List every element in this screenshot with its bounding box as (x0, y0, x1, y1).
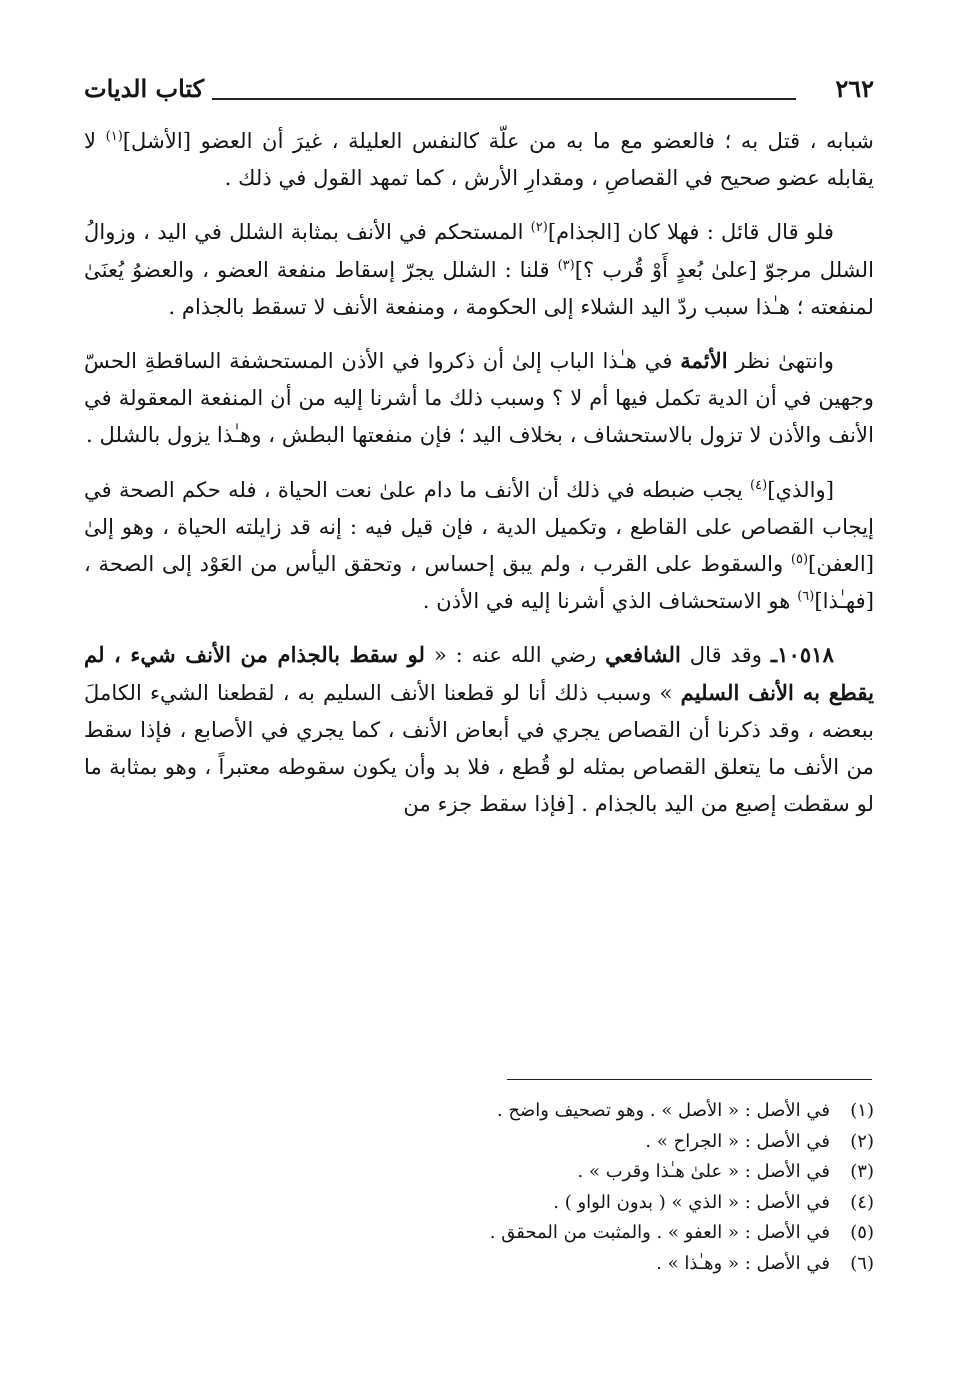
footnote-text: في الأصل : « علىٰ هـٰذا وقرب » . (577, 1161, 830, 1183)
paragraph (84, 213, 874, 325)
paragraph (84, 636, 874, 822)
footnote-ref: (٥) (790, 551, 809, 567)
footnote (84, 1157, 874, 1188)
footnote (84, 1249, 874, 1280)
running-title: كتاب الديات (84, 74, 205, 103)
bold-text: الأئمة (680, 348, 728, 374)
footnote-number: (٢) (850, 1130, 874, 1152)
text-run: [والذي] (767, 476, 834, 502)
text-run: لا يقابله عضو صحيح في القصاصِ ، ومقدارِ الأرش ، كما تمهد القول في ذلك . (84, 128, 874, 191)
footnote-ref: (٤) (750, 477, 768, 493)
page-header (84, 74, 874, 114)
footnote-text: في الأصل : « الجراح » . (645, 1130, 830, 1152)
text-run: شبابه ، قتل به ؛ فالعضو مع ما به من علّة كالنفس العليلة ، غيرَ أن العضو [الأشل] (122, 128, 874, 153)
footnote-number: (١) (850, 1100, 874, 1121)
footnote-number: (٣) (850, 1161, 874, 1183)
text-run: والسقوط على القرب ، ولم يبق إحساس ، وتحقق اليأس من العَوْد إلى الصحة ، [فهـٰذا] (84, 551, 874, 614)
footnote-rule (507, 1079, 872, 1080)
footnote-ref: (١) (105, 128, 123, 144)
paragraph (84, 122, 874, 196)
text-run: قلنا : الشلل يجرّ إسقاط منفعة العضو ، والعضوُ يُعنَىٰ لمنفعته ؛ هـٰذا سبب ردّ اليد الشلاء إلى الحكومة ، ومنفعة الأنف لا تسقط بالجذام . (84, 256, 874, 319)
footnote-text: في الأصل : « الذي » ( بدون الواو ) . (553, 1191, 830, 1213)
footnote-ref: (٢) (530, 220, 548, 236)
paragraph (84, 342, 874, 454)
bold-text: الشافعي (605, 642, 681, 668)
footnote (84, 1127, 874, 1158)
text-run: » وسبب ذلك أنا لو قطعنا الأنف السليم به ، لقطعنا الشيء الكاملَ ببعضه ، وقد ذكرنا أن القصاص يجري في أبعاض الأنف ، كما يجري في الأصابع ، فإذا سقط من الأنف ما يتعلق القصاص بمثله لو قُطع ، فلا بد وأن يكون سقوطه معتبراً ، وهو بمثابة ما لو سقطت إصبع من اليد بالجذام . [فإذا سقط جزء من (84, 679, 874, 817)
paragraph (84, 471, 874, 620)
text-run: وقد قال (680, 642, 771, 668)
footnote (84, 1096, 874, 1127)
text-run: وانتهىٰ نظر (727, 348, 834, 374)
footnote (84, 1218, 874, 1249)
footnote-text: في الأصل : « الأصل » . وهو تصحيف واضح . (496, 1100, 830, 1121)
footnote-text: في الأصل : « وهـٰذا » . (656, 1252, 830, 1274)
footnote (84, 1188, 874, 1219)
bold-text: لو سقط بالجذام من الأنف شيء ، لم يقطع به الأنف السليم (84, 642, 874, 705)
text-run: هو الاستحشاف الذي أشرنا إليه في الأذن . (422, 588, 798, 614)
text-run: يجب ضبطه في ذلك أن الأنف ما دام علىٰ نعت الحياة ، فله حكم الصحة في إيجاب القصاص على القاطع ، وتكميل الدية ، فإن قيل فيه : إنه قد زايلته الحياة ، وهو إلىٰ [العفن] (84, 476, 874, 577)
footnote-number: (٦) (850, 1252, 874, 1274)
text-run: المستحكم في الأنف بمثابة الشلل في اليد ، وزوالُ الشلل مرجوّ [علىٰ بُعدٍ أَوْ قُرب ؟] (84, 219, 874, 282)
footnotes (84, 1096, 874, 1280)
body-text (84, 122, 874, 839)
footnote-number: (٥) (850, 1222, 874, 1244)
page-number: ٢٦٢ (835, 74, 874, 103)
text-run: في هـٰذا الباب إلىٰ أن ذكروا في الأذن المستحشفة الساقطةِ الحسّ وجهين في أن الدية تكمل فيها أم لا ؟ وسبب ذلك ما أشرنا إليه من أن المنفعة المعقولة في الأنف والأذن لا تزول بالاستحشاف ، بخلاف اليد ؛ فإن منفعتها البطش ، وهـٰذا يزول بالشلل . (84, 348, 874, 448)
footnote-ref: (٣) (557, 257, 575, 273)
text-run: رضي الله عنه : « (425, 642, 606, 668)
footnote-ref: (٦) (797, 589, 815, 605)
footnote-number: (٤) (850, 1191, 874, 1213)
bold-text: ١٠٥١٨ـ (770, 642, 834, 668)
text-run: فلو قال قائل : فهلا كان [الجذام] (547, 219, 834, 245)
footnote-text: في الأصل : « العفو » . والمثبت من المحقق . (489, 1222, 830, 1244)
header-rule (212, 98, 796, 100)
